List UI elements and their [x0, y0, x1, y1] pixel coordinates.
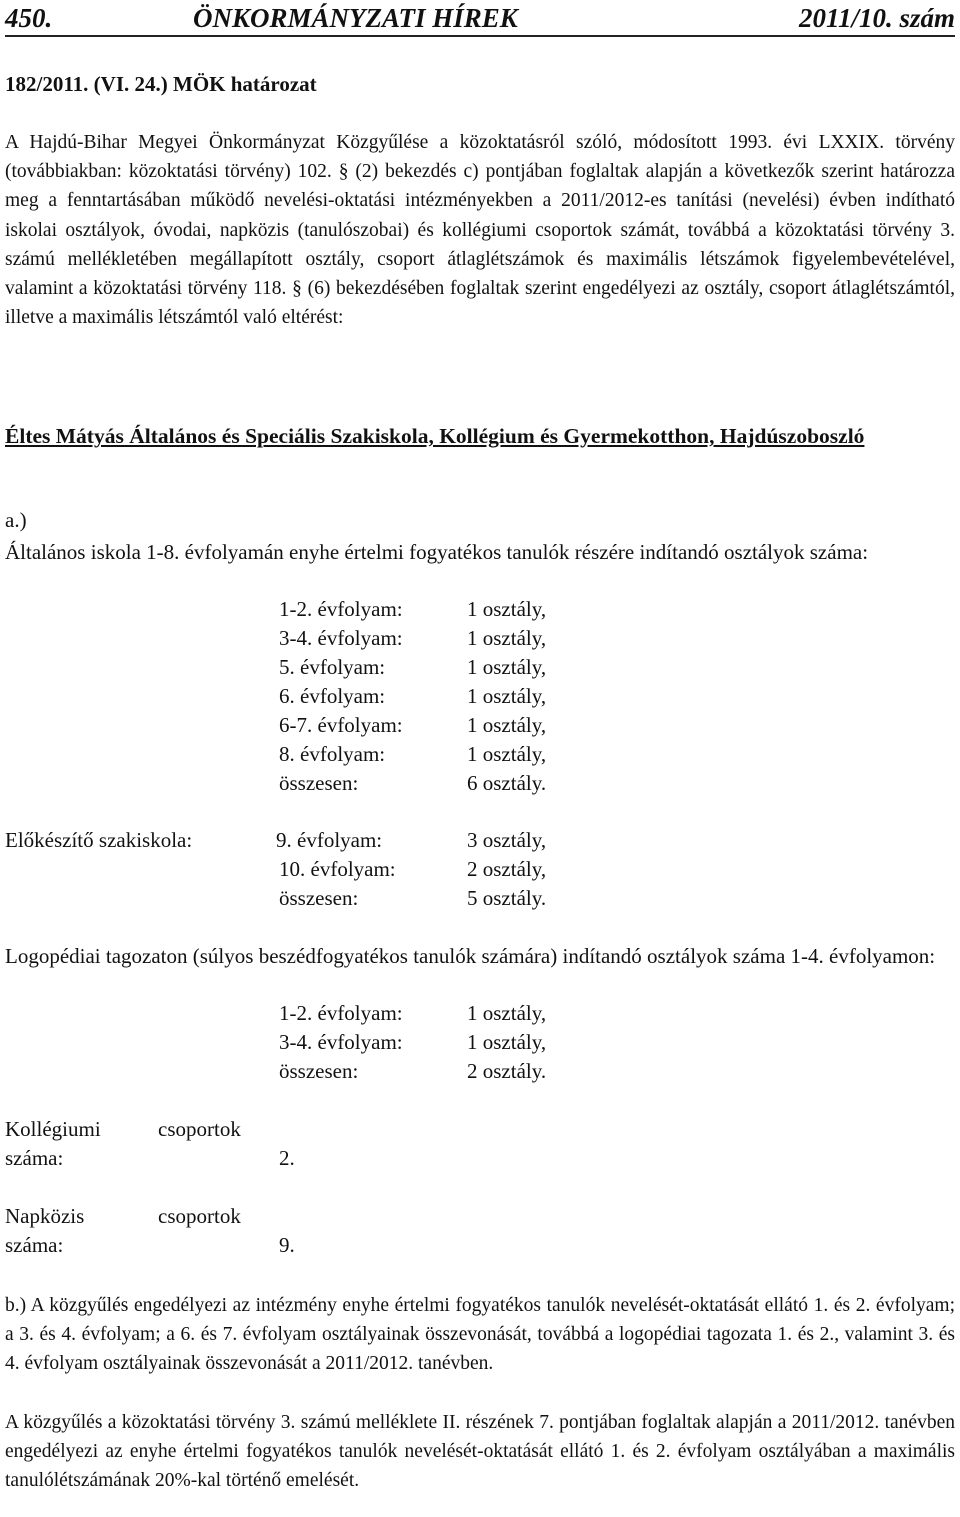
daycare-groups-word1: Napközis: [5, 1204, 85, 1228]
grade-label: 3-4. évfolyam:: [279, 1030, 403, 1054]
page-header: [5, 2, 955, 37]
daycare-groups-value: 9.: [279, 1233, 295, 1257]
dormitory-groups-label: száma:: [5, 1146, 64, 1170]
grade-label: 5. évfolyam:: [279, 655, 386, 679]
section-b-paragraph: b.) A közgyűlés engedélyezi az intézmény enyhe értelmi fogyatékos tanulók nevelését-oktatását ellátó 1. és 2. évfolyam; a 3. és 4. évfolyam; a 6. és 7. évfolyam osztályainak összevonását, továbbá a logopédiai tagozata 1. és 2., valamint 3. és 4. évfolyam osztályainak összevonását a 2011/2012. tanévben.: [5, 1295, 955, 1375]
resolution-id: 182/2011. (VI. 24.) MÖK határozat: [5, 72, 317, 96]
daycare-groups-word2: csoportok: [158, 1204, 241, 1228]
grade-label: 1-2. évfolyam:: [279, 597, 403, 621]
grade-label: 8. évfolyam:: [279, 742, 386, 766]
section-b-paragraph-2: A közgyűlés a közoktatási törvény 3. számú melléklete II. részének 7. pontjában foglaltak alapján a 2011/2012. tanévben engedélyezi az enyhe értelmi fogyatékos tanulók nevelését-oktatását ellátó 1. és 2. évfolyam osztályában a maximális tanulólétszámának 20%-kal történő emelését.: [5, 1412, 955, 1492]
grade-label: 6-7. évfolyam:: [279, 713, 403, 737]
class-count: 1 osztály,: [467, 684, 547, 708]
class-count: 1 osztály,: [467, 742, 547, 766]
class-count: 1 osztály,: [467, 597, 547, 621]
total-count: 6 osztály.: [467, 771, 547, 795]
speech-therapy-text: Logopédiai tagozaton (súlyos beszédfogyatékos tanulók számára) indítandó osztályok száma 1-4. évfolyamon:: [5, 944, 936, 968]
grade-label: 9. évfolyam:: [276, 828, 383, 852]
dormitory-groups-word2: csoportok: [158, 1117, 241, 1141]
total-label: összesen:: [279, 886, 359, 910]
class-count: 3 osztály,: [467, 828, 547, 852]
class-count: 1 osztály,: [467, 626, 547, 650]
section-a-text: Általános iskola 1-8. évfolyamán enyhe értelmi fogyatékos tanulók részére indítandó osztályok száma:: [5, 540, 869, 564]
section-a-label: a.): [5, 508, 27, 532]
institution-name: Éltes Mátyás Általános és Speciális Szakiskola, Kollégium és Gyermekotthon, Hajdúszoboszló: [5, 424, 865, 448]
grade-label: 6. évfolyam:: [279, 684, 386, 708]
total-count: 5 osztály.: [467, 886, 547, 910]
class-count: 1 osztály,: [467, 655, 547, 679]
class-count: 1 osztály,: [467, 1030, 547, 1054]
daycare-groups-label: száma:: [5, 1233, 64, 1257]
class-count: 1 osztály,: [467, 1001, 547, 1025]
class-count: 2 osztály,: [467, 857, 547, 881]
dormitory-groups-word1: Kollégiumi: [5, 1117, 101, 1141]
total-count: 2 osztály.: [467, 1059, 547, 1083]
class-count: 1 osztály,: [467, 713, 547, 737]
publication-title: ÖNKORMÁNYZATI HÍREK: [193, 3, 518, 33]
grade-label: 10. évfolyam:: [279, 857, 396, 881]
total-label: összesen:: [279, 771, 359, 795]
grade-label: 1-2. évfolyam:: [279, 1001, 403, 1025]
page-number: 450.: [5, 3, 53, 33]
grade-label: 3-4. évfolyam:: [279, 626, 403, 650]
intro-paragraph: A Hajdú-Bihar Megyei Önkormányzat Közgyűlése a közoktatásról szóló, módosított 1993. évi LXXIX. törvény (továbbiakban: közoktatási törvény) 102. § (2) bekezdés c) pontjában foglaltak alapján a következők szerint határozza meg a fenntartásában működő nevelési-oktatási intézményekben a 2011/2012-es tanítási (nevelési) évben indítható iskolai osztályok, óvodai, napközis (tanulószobai) és kollégiumi csoportok számát, továbbá a közoktatási törvény 3. számú mellékletében megállapított osztály, csoport átlaglétszámok és maximális létszámok figyelembevételével, valamint a közoktatási törvény 118. § (6) bekezdésében foglaltak szerint engedélyezi az osztály, csoport átlaglétszámtól, illetve a maximális létszámtól való eltérést:: [5, 132, 955, 329]
dormitory-groups-value: 2.: [279, 1146, 295, 1170]
prep-school-label: Előkészítő szakiskola:: [5, 828, 193, 852]
issue-number: 2011/10. szám: [798, 3, 955, 33]
total-label: összesen:: [279, 1059, 359, 1083]
